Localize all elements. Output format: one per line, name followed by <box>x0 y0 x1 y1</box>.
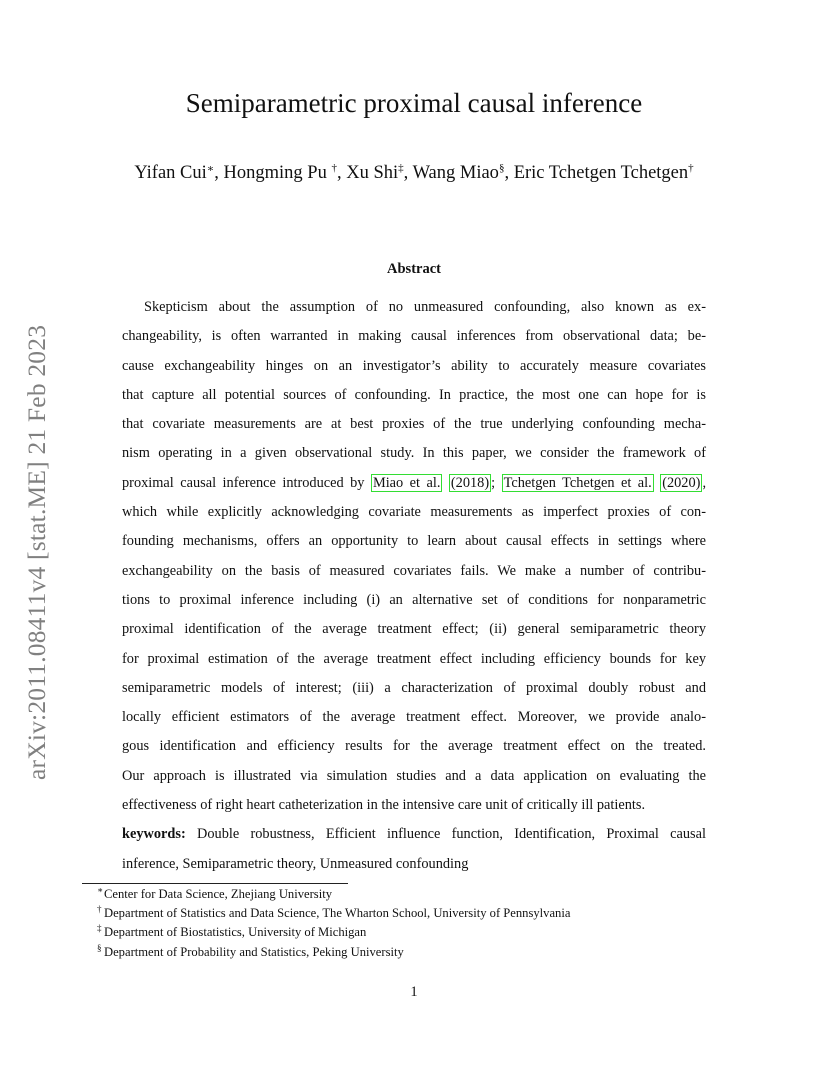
abstract-body <box>122 293 706 879</box>
author-name: Wang Miao <box>412 163 499 183</box>
paper-title: Semiparametric proximal causal inference <box>185 88 643 118</box>
abstract-line: Our approach is illustrated via simulation studies and a data application on evaluating the <box>122 767 706 784</box>
footnote <box>97 943 404 960</box>
abstract-line: founding mechanisms, offers an opportunity to learn about causal effects in settings where <box>122 533 706 550</box>
author-mark: ‡ <box>398 162 404 174</box>
keywords-text: Double robustness, Efficient influence function, Identification, Proximal causal <box>185 826 706 843</box>
footnote-mark: § <box>97 943 102 953</box>
abstract-heading: Abstract <box>387 261 441 277</box>
footnote-text: Center for Data Science, Zhejiang University <box>104 887 333 901</box>
author-mark: § <box>498 162 505 174</box>
abstract-line: gous identification and efficiency results for the average treatment effect on the treated. <box>122 738 706 755</box>
author-name: Xu Shi <box>346 163 399 183</box>
arxiv-id: arXiv:2011.08411v4 [stat.ME] 21 Feb 2023 <box>22 324 51 780</box>
keywords-label: keywords: <box>122 826 186 843</box>
footnote-text: Department of Statistics and Data Science, The Wharton School, University of Pennsylvania <box>104 906 571 920</box>
citation-link-miao-year[interactable]: (2018) <box>450 474 490 491</box>
author-name: Yifan Cui <box>134 163 207 183</box>
abstract-line: for proximal estimation of the average treatment effect including efficiency bounds for key <box>122 650 706 667</box>
keywords-line: inference, Semiparametric theory, Unmeasured confounding <box>122 855 469 872</box>
author-name: Hongming Pu <box>223 163 327 183</box>
keywords-line <box>122 820 706 849</box>
citation-separator: ; <box>491 474 502 491</box>
citation-link-tchetgen[interactable]: Tchetgen Tchetgen et al. <box>503 474 652 491</box>
footnote-rule <box>82 883 348 884</box>
footnote <box>97 885 333 902</box>
abstract-line: effectiveness of right heart catheterization in the intensive care unit of critically ill patients. <box>122 797 646 814</box>
author-mark: † <box>331 162 337 174</box>
abstract-line-citations <box>122 469 706 498</box>
footnote-mark: ∗ <box>97 885 104 895</box>
page-number: 1 <box>410 984 418 1000</box>
citation-link-tchetgen-year[interactable]: (2020) <box>662 474 701 491</box>
author-name: Eric Tchetgen Tchetgen <box>513 163 689 183</box>
abstract-text: , <box>702 474 707 491</box>
footnote <box>97 923 367 940</box>
author-mark: † <box>688 162 694 174</box>
abstract-line: nism operating in a given observational study. In this paper, we consider the framework of <box>122 445 706 462</box>
abstract-line: cause exchangeability hinges on an investigator’s ability to accurately measure covariates <box>122 357 706 374</box>
abstract-line: Skepticism about the assumption of no unmeasured confounding, also known as ex- <box>144 299 706 315</box>
abstract-line: which while explicitly acknowledging covariate measurements as imperfect proxies of con- <box>122 504 706 521</box>
abstract-line: semiparametric models of interest; (iii) a characterization of proximal doubly robust and <box>122 679 706 696</box>
citation-link-miao[interactable]: Miao et al. <box>372 474 441 491</box>
abstract-line: proximal identification of the average treatment effect; (ii) general semiparametric theory <box>122 621 706 638</box>
abstract-line: exchangeability on the basis of measured covariates fails. We make a number of contribu- <box>122 562 706 579</box>
footnote-text: Department of Biostatistics, University of Michigan <box>104 925 367 939</box>
abstract-line: tions to proximal inference including (i) an alternative set of conditions for nonparametric <box>122 591 706 608</box>
author-mark: ∗ <box>206 163 215 175</box>
author-list: Yifan Cui∗, Hongming Pu †, Xu Shi‡, Wang Miao§, Eric Tchetgen Tchetgen† <box>134 162 694 183</box>
footnote <box>97 904 571 921</box>
footnote-text: Department of Probability and Statistics, Peking University <box>104 945 404 959</box>
abstract-line: that capture all potential sources of confounding. In practice, the most one can hope for is <box>122 386 706 403</box>
abstract-line: locally efficient estimators of the average treatment effect. Moreover, we provide analo- <box>122 709 706 726</box>
abstract-text: proximal causal inference introduced by <box>122 474 371 491</box>
footnote-mark: ‡ <box>97 923 102 933</box>
footnote-mark: † <box>97 904 102 914</box>
abstract-line: changeability, is often warranted in making causal inferences from observational data; be- <box>122 328 706 345</box>
abstract-line: that covariate measurements are at best proxies of the true underlying confounding mecha- <box>122 416 706 433</box>
